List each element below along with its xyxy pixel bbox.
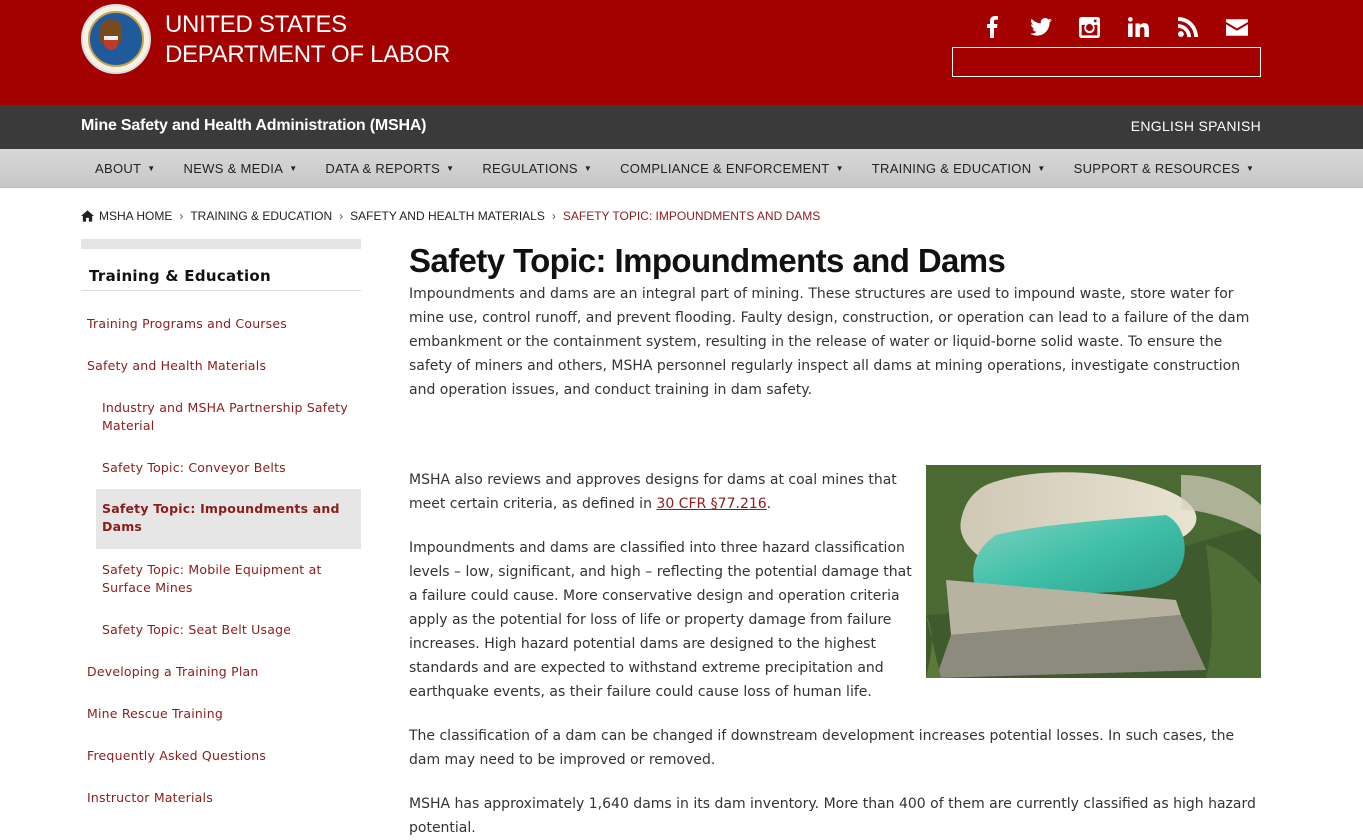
main-content: [409, 240, 1261, 840]
sidebar-item-partnership-material[interactable]: Industry and MSHA Partnership Safety Material: [102, 400, 348, 433]
agency-bar: [0, 105, 1363, 149]
nav-compliance-enforcement[interactable]: [606, 149, 858, 188]
lang-spanish-link[interactable]: SPANISH: [1198, 118, 1261, 134]
nav-label: DATA & REPORTS: [325, 161, 441, 176]
twitter-icon[interactable]: [1016, 12, 1065, 42]
breadcrumb-current: SAFETY TOPIC: IMPOUNDMENTS AND DAMS: [562, 209, 821, 223]
email-icon[interactable]: [1212, 12, 1261, 42]
breadcrumb-training-education[interactable]: TRAINING & EDUCATION: [190, 209, 333, 223]
sidebar-item-training-plan[interactable]: Developing a Training Plan: [87, 664, 259, 679]
agency-title[interactable]: [165, 10, 450, 70]
nav-label: COMPLIANCE & ENFORCEMENT: [620, 161, 830, 176]
nav-regulations[interactable]: [468, 149, 606, 188]
site-header: [0, 0, 1363, 105]
sidebar-top-divider: [81, 239, 361, 249]
intro-paragraph: Impoundments and dams are an integral part of mining. These structures are used to impound waste, store water for mine use, control runoff, and prevent flooding. Faulty design, construction, or operation can lead to a failure of the dam embankment or the containment system, resulting in the release of water or liquid-borne solid waste. To ensure the safety of miners and others, MSHA personnel regularly inspect all dams at mining operations, investigate construction and operation issues, and conduct training in dam safety.: [409, 286, 1250, 398]
sidebar-item-training-programs[interactable]: Training Programs and Courses: [87, 316, 287, 331]
dam-aerial-photo: [926, 465, 1261, 678]
caret-down-icon: ▼: [835, 164, 844, 173]
main-nav: [0, 149, 1363, 188]
facebook-icon[interactable]: [967, 12, 1016, 42]
sidebar-item-seat-belt[interactable]: Safety Topic: Seat Belt Usage: [102, 622, 292, 637]
site-search-input[interactable]: [952, 47, 1261, 77]
caret-down-icon: ▼: [583, 164, 593, 173]
nav-label: NEWS & MEDIA: [183, 161, 284, 176]
sidebar-heading[interactable]: Training & Education: [81, 249, 361, 291]
home-icon[interactable]: [81, 210, 94, 222]
instagram-icon[interactable]: [1065, 12, 1114, 42]
agency-title-line2: DEPARTMENT OF LABOR: [165, 41, 451, 68]
cfr-77-216-link[interactable]: 30 CFR §77.216: [656, 496, 767, 512]
caret-down-icon: ▼: [446, 164, 455, 173]
dam-inventory-paragraph: MSHA has approximately 1,640 dams in its dam inventory. More than 400 of them are currently classified as high hazard potential.: [409, 796, 1256, 836]
chevron-right-icon: ›: [339, 209, 344, 223]
sidebar-item-instructor-materials[interactable]: Instructor Materials: [87, 790, 213, 805]
chevron-right-icon: ›: [179, 209, 184, 223]
lang-english-link[interactable]: ENGLISH: [1130, 118, 1195, 134]
agency-title-line1: UNITED STATES: [165, 11, 347, 38]
sidebar-item-mobile-equipment[interactable]: Safety Topic: Mobile Equipment at Surface Mines: [102, 562, 322, 595]
nav-label: SUPPORT & RESOURCES: [1073, 161, 1240, 176]
nav-about[interactable]: [81, 149, 170, 188]
caret-down-icon: ▼: [1037, 164, 1046, 173]
sidebar-item-faq[interactable]: Frequently Asked Questions: [87, 748, 267, 763]
nav-label: TRAINING & EDUCATION: [871, 161, 1032, 176]
caret-down-icon: ▼: [147, 164, 156, 173]
caret-down-icon: ▼: [289, 164, 298, 173]
nav-data-reports[interactable]: [311, 149, 468, 188]
rss-icon[interactable]: [1163, 12, 1212, 42]
nav-label: ABOUT: [95, 161, 142, 176]
para2-trailing-period: .: [766, 496, 772, 512]
dol-seal-logo[interactable]: [81, 4, 151, 74]
coal-dam-review-paragraph: [409, 468, 909, 516]
agency-name-link[interactable]: Mine Safety and Health Administration (MSHA): [81, 117, 427, 134]
breadcrumb: [81, 209, 820, 223]
nav-label: REGULATIONS: [482, 161, 578, 176]
reclassification-paragraph: The classification of a dam can be changed if downstream development increases potential losses. In such cases, the dam may need to be improved or removed.: [409, 728, 1235, 768]
hazard-classification-paragraph: Impoundments and dams are classified into three hazard classification levels – low, significant, and high – reflecting the potential damage that a failure could cause. More conservative design and operation criteria apply as the potential for loss of life or property damage from failure increases. High hazard potential dams are designed to the highest standards and are expected to withstand extreme precipitation and earthquake events, as their failure could cause loss of human life.: [409, 540, 912, 700]
sidebar-item-impoundments-dams[interactable]: Safety Topic: Impoundments and Dams: [96, 489, 361, 549]
breadcrumb-msha-home[interactable]: MSHA HOME: [99, 209, 173, 223]
sidebar-nav: [81, 239, 361, 819]
page-title: Safety Topic: Impoundments and Dams: [409, 242, 1006, 279]
sidebar-item-conveyor-belts[interactable]: Safety Topic: Conveyor Belts: [102, 460, 286, 475]
nav-news-media[interactable]: [170, 149, 312, 188]
sidebar-item-safety-health-materials[interactable]: Safety and Health Materials: [87, 358, 267, 373]
language-switcher: [1131, 118, 1261, 134]
nav-support-resources[interactable]: [1060, 149, 1269, 188]
chevron-right-icon: ›: [551, 209, 556, 223]
caret-down-icon: ▼: [1245, 164, 1255, 173]
nav-training-education[interactable]: [858, 149, 1060, 188]
social-links: [967, 12, 1261, 42]
linkedin-icon[interactable]: [1114, 12, 1163, 42]
breadcrumb-safety-health-materials[interactable]: SAFETY AND HEALTH MATERIALS: [350, 209, 545, 223]
sidebar-item-mine-rescue[interactable]: Mine Rescue Training: [87, 706, 223, 721]
para2-text: MSHA also reviews and approves designs for dams at coal mines that meet certain criteria, as defined in: [409, 472, 897, 512]
